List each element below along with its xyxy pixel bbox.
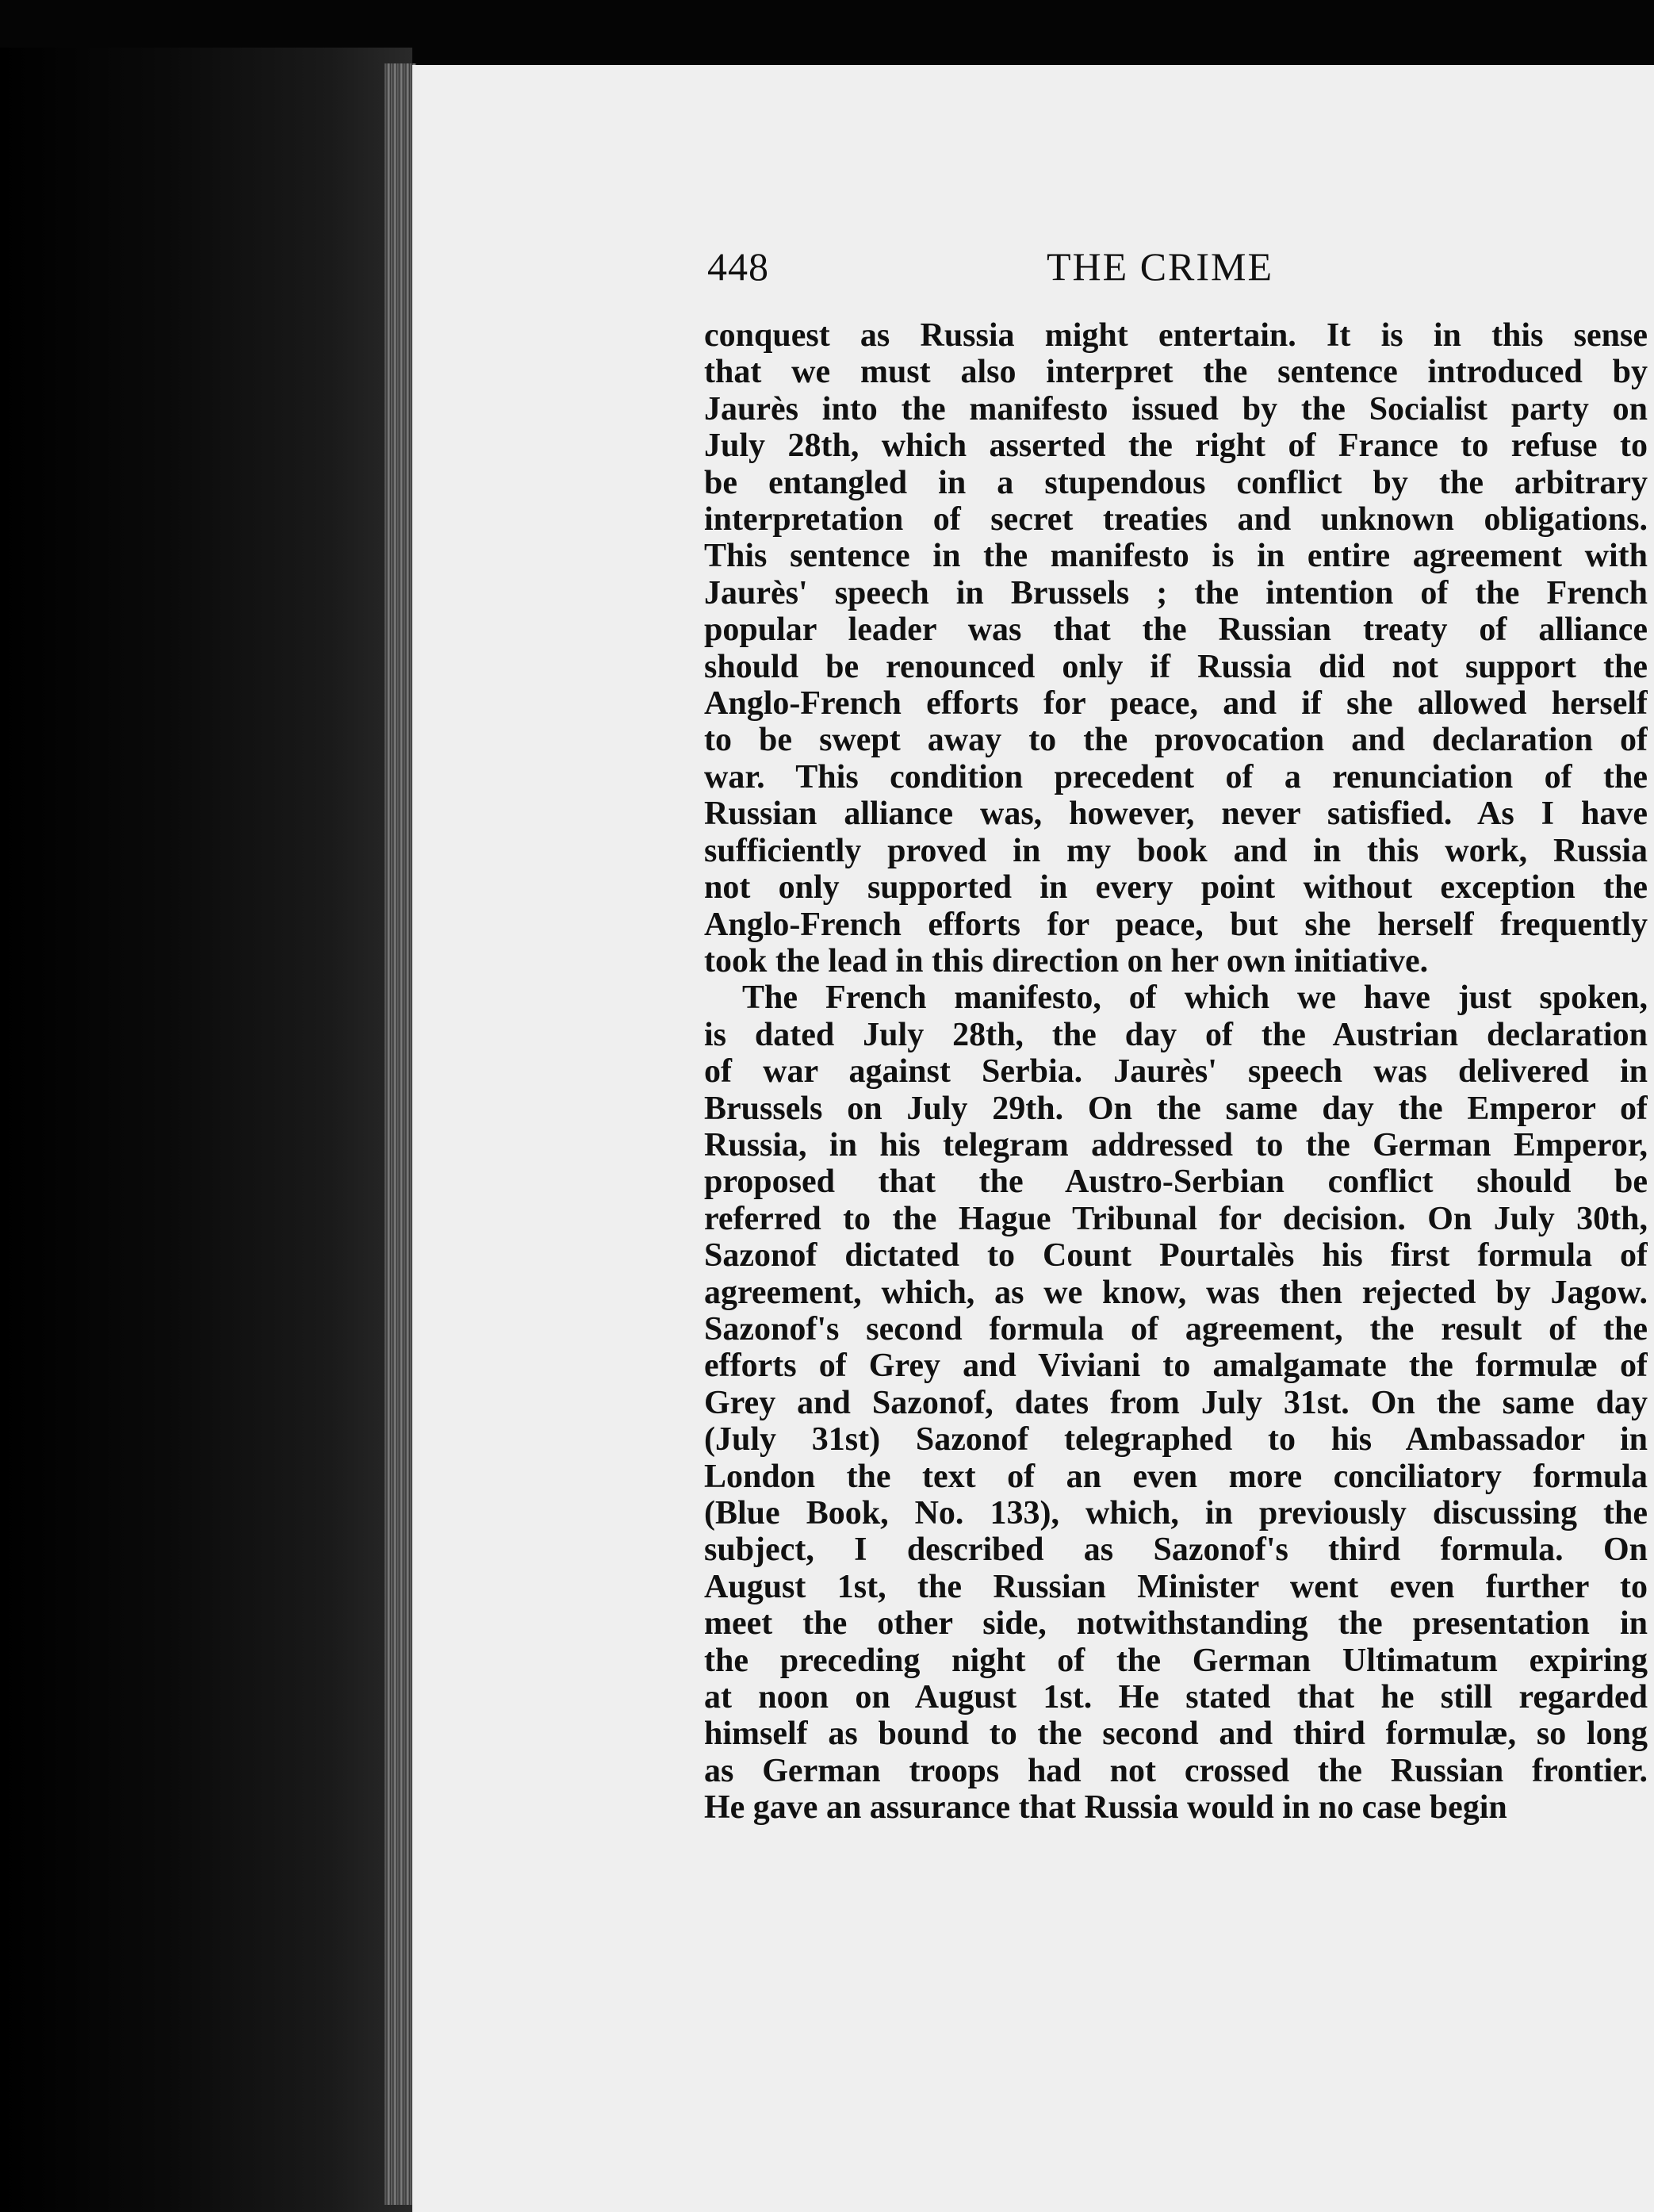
- text-line: sufficiently proved in my book and in this work, Russia: [704, 832, 1648, 869]
- text-line: He gave an assurance that Russia would in no case begin: [704, 1789, 1507, 1827]
- page: [412, 65, 1654, 2212]
- text-line: Grey and Sazonof, dates from July 31st. On the same day: [704, 1384, 1648, 1421]
- text-line: meet the other side, notwithstanding the presentation in: [704, 1605, 1648, 1643]
- text-line: (Blue Book, No. 133), which, in previously discussing the: [704, 1495, 1648, 1532]
- text-line: conquest as Russia might entertain. It is in this sense: [704, 317, 1648, 354]
- text-line: agreement, which, as we know, was then rejected by Jagow.: [704, 1274, 1648, 1311]
- text-line: referred to the Hague Tribunal for decision. On July 30th,: [704, 1200, 1648, 1237]
- text-line: Anglo-French efforts for peace, but she herself frequently: [704, 906, 1648, 943]
- paragraph: [704, 979, 1648, 1826]
- text-line: Russia, in his telegram addressed to the German Emperor,: [704, 1126, 1648, 1164]
- page-header: [412, 243, 1654, 315]
- page-stack-edge: [385, 63, 416, 2205]
- text-line: Anglo-French efforts for peace, and if she allowed herself: [704, 685, 1648, 723]
- text-line: Sazonof's second formula of agreement, the result of the: [704, 1310, 1648, 1348]
- body-text: [704, 317, 1648, 1827]
- text-line: should be renounced only if Russia did not support the: [704, 648, 1648, 685]
- text-line: Jaurès into the manifesto issued by the Socialist party on: [704, 390, 1648, 427]
- text-line: subject, I described as Sazonof's third formula. On: [704, 1532, 1648, 1569]
- text-line: This sentence in the manifesto is in entire agreement with: [704, 538, 1648, 575]
- text-line: interpretation of secret treaties and unknown obligations.: [704, 501, 1648, 539]
- text-line: took the lead in this direction on her own initiative.: [704, 942, 1429, 979]
- text-line: of war against Serbia. Jaurès' speech was delivered in: [704, 1053, 1648, 1091]
- text-line: popular leader was that the Russian treaty of alliance: [704, 611, 1648, 649]
- text-line: August 1st, the Russian Minister went even further to: [704, 1568, 1648, 1605]
- text-line: Sazonof dictated to Count Pourtalès his first formula of: [704, 1237, 1648, 1275]
- text-line: The French manifesto, of which we have just spoken,: [742, 979, 1648, 1017]
- book-fore-edge: [0, 48, 412, 2212]
- text-line: London the text of an even more conciliatory formula: [704, 1458, 1648, 1495]
- text-line: Jaurès' speech in Brussels ; the intention of the French: [704, 574, 1648, 611]
- text-line: proposed that the Austro-Serbian conflict should be: [704, 1164, 1648, 1201]
- text-line: be entangled in a stupendous conflict by the arbitrary: [704, 464, 1648, 501]
- text-line: not only supported in every point without exception the: [704, 869, 1648, 907]
- text-line: himself as bound to the second and third formulæ, so long: [704, 1716, 1648, 1753]
- text-line: efforts of Grey and Viviani to amalgamate the formulæ of: [704, 1348, 1648, 1385]
- text-line: Brussels on July 29th. On the same day the Emperor of: [704, 1090, 1648, 1127]
- paragraph: [704, 317, 1648, 979]
- page-number: 448: [707, 244, 769, 289]
- text-line: July 28th, which asserted the right of France to refuse to: [704, 427, 1648, 465]
- text-line: Russian alliance was, however, never satisfied. As I have: [704, 795, 1648, 833]
- text-line: the preceding night of the German Ultimatum expiring: [704, 1642, 1648, 1679]
- text-line: that we must also interpret the sentence introduced by: [704, 354, 1648, 391]
- text-line: as German troops had not crossed the Russian frontier.: [704, 1752, 1648, 1789]
- text-line: to be swept away to the provocation and declaration of: [704, 722, 1648, 759]
- text-line: (July 31st) Sazonof telegraphed to his Ambassador in: [704, 1421, 1648, 1459]
- text-line: is dated July 28th, the day of the Austrian declaration: [704, 1016, 1648, 1053]
- text-line: war. This condition precedent of a renunciation of the: [704, 758, 1648, 795]
- text-line: at noon on August 1st. He stated that he still regarded: [704, 1679, 1648, 1716]
- running-head: THE CRIME: [1047, 244, 1274, 289]
